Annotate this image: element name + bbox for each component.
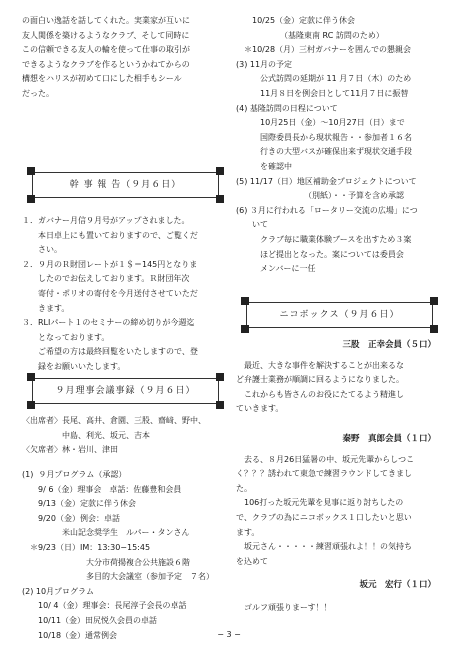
report-line: １．ガバナー月信９月号がアップされました。: [22, 216, 190, 225]
niko-entry: [236, 432, 436, 569]
text-line: この信頼できる友人の輪を使って仕事の取引が: [22, 45, 190, 55]
program-line: ほど提出となった。案については委員会: [236, 249, 404, 259]
program-line: 公式訪問の延期が 11 月７日（木）のため: [236, 74, 412, 84]
report-list: [22, 214, 229, 375]
program-line: ＊9/23（日）IM：13:30−15:45: [22, 542, 151, 552]
program-line: 9/ 6（金）理事会 卓話：佐藤豊和会員: [22, 484, 182, 494]
report-line: 寄付・ポリオの寄付を今月送付させていただ: [22, 288, 198, 298]
report-line: ご希望の方は最終回覧をいたしますので、登: [22, 347, 198, 357]
report-line: となっております。: [22, 332, 110, 342]
text-line: だった。: [22, 88, 54, 98]
report-line: きます。: [22, 303, 70, 313]
program-line: 行きの大型バスが確保出来ず現状交通手段: [236, 147, 412, 157]
program-line: ＊10/28（月）三村ガバナーを囲んでの懇親会: [236, 45, 412, 55]
program-line: 大分市荷揚複合公共施設６階: [22, 557, 190, 567]
attendees-line: 〈欠席者〉林・岩川、津田: [22, 445, 118, 455]
corner-square: [430, 325, 438, 333]
entry-line: を込めて: [236, 556, 268, 566]
niko-entry: [236, 578, 436, 615]
program-line: クラブ毎に職業体験ブースを出すため３案: [236, 234, 412, 244]
program-line: (5) 11/17（日）地区補助金プロジェクトについて: [236, 176, 417, 186]
entry-line: 去る、８月26日猛暑の中、坂元先輩からしつこ: [236, 454, 415, 464]
program-line: 9/13（金）定款に伴う休会: [22, 499, 136, 509]
attendees-line: 〈出席者〉長尾、高井、倉園、三股、齋﨑、野中、: [22, 416, 206, 425]
member-name: 秦野 真郎会員（１口）: [342, 434, 436, 444]
corner-square: [27, 401, 35, 409]
entry-line: で、クラブの為にニコボックス１口したいと思い: [236, 512, 412, 522]
report-line: さい。: [22, 245, 62, 255]
report-header-title: 幹 事 報 告（９月６日）: [69, 180, 182, 190]
text-line: の面白い逸話を話してくれた。実業家が互いに: [22, 16, 190, 25]
entry-line: ど弁護士業務が順調に回るようになりました。: [236, 375, 404, 385]
program-line: 10/25（金）定款に伴う休会: [236, 16, 356, 25]
member-name: 坂元 宏行（１口）: [359, 580, 436, 590]
program-line: (3) 11月の予定: [236, 59, 293, 69]
entry-line: く？？？誘われて東急で練習ラウンドしてきまし: [236, 469, 412, 479]
program-line: 10月25日（金）〜10月27日（日）まで: [236, 118, 405, 128]
entry-line: 最近、大きな事件を解決することが出来るな: [236, 360, 404, 370]
corner-square: [27, 195, 35, 203]
corner-square: [216, 401, 224, 409]
niko-entry: [236, 338, 436, 417]
program-line: 9/20（金）例会：卓話: [22, 513, 120, 523]
page-number: − 3 −: [217, 630, 241, 639]
attendees-block: [22, 414, 229, 458]
entry-line: 坂元さん・・・・・練習頑張れよ！！の気持ち: [236, 542, 412, 552]
board-header-title: ９月理事会議事録（９月６日）: [55, 386, 196, 396]
program-line: 10/18（金）通常例会: [22, 630, 118, 640]
niko-header-box: [246, 302, 433, 328]
program-line: いて: [236, 220, 268, 230]
program-line: (2) 10月プログラム: [22, 586, 94, 596]
program-line: (1) ９月プログラム（承認）: [22, 470, 127, 479]
board-header-box: [32, 378, 219, 404]
entry-line: た。: [236, 483, 252, 493]
program-line: (4) 基隆訪問の日程について: [236, 103, 338, 113]
report-line: 本日卓上にも置いておりますので、ご覧くだ: [22, 230, 198, 240]
corner-square: [241, 297, 249, 305]
program-line: を確認中: [236, 161, 292, 171]
corner-square: [216, 195, 224, 203]
corner-square: [241, 325, 249, 333]
report-header-box: [32, 172, 219, 198]
entry-line: ます。: [236, 527, 260, 537]
attendees-line: 中島、利光、坂元、吉本: [22, 430, 150, 440]
program-line: 10/11（金）田尻悦久会員の卓話: [22, 615, 158, 625]
program-line: 10/ 4（金）理事会：長尾淳子会長の卓話: [22, 601, 187, 611]
program-line: 11月８日を例会日として11月７日に振替: [236, 88, 409, 98]
intro-paragraph: [22, 14, 229, 102]
report-line: ２．９月のＲ財団レートが１＄＝145円となりま: [22, 259, 198, 269]
entry-line: ていきます。: [236, 404, 284, 414]
member-name: 三股 正幸会員（５口）: [342, 340, 436, 350]
report-line: したのでお伝えしております。Ｒ財団年次: [22, 274, 190, 284]
entry-line: 106打った坂元先輩を見事に返り討ちしたの: [236, 498, 404, 508]
program-line: （別紙）・・予算を含め承認: [236, 191, 404, 201]
corner-square: [216, 373, 224, 381]
corner-square: [216, 167, 224, 175]
report-line: 録をお願いいたします。: [22, 361, 126, 371]
entry-line: ゴルフ頑張りまーす！！: [236, 602, 332, 612]
program-line: （基隆東南 RC 訪問のため）: [236, 30, 384, 40]
program-list: [22, 468, 229, 643]
corner-square: [430, 297, 438, 305]
niko-header-title: ニコボックス（９月６日）: [279, 310, 400, 320]
text-line: 友人関係を築けるようなクラブ、そして同時に: [22, 30, 190, 40]
corner-square: [27, 373, 35, 381]
program-line: 多目的大会議室（参加予定 ７名）: [22, 572, 214, 582]
program-line: 米山記念奨学生 ルパー・タンさん: [22, 528, 190, 538]
corner-square: [27, 167, 35, 175]
program-line: (6) ３月に行われる「ロータリー交流の広場」につ: [236, 205, 418, 215]
program-continued: [236, 14, 446, 277]
text-line: 構想をハリスが初めて口にした相手もシール: [22, 74, 182, 84]
program-line: メンバーに一任: [236, 264, 316, 274]
entry-line: これからも皆さんのお役にたてるよう精進し: [236, 389, 404, 399]
program-line: 国際委員長から現状報告・・参加者１６名: [236, 132, 412, 142]
text-line: できるようなクラブを作るというかねてからの: [22, 59, 190, 69]
report-line: ３．RLIパート１のセミナーの締め切りが今週迄: [22, 318, 195, 328]
